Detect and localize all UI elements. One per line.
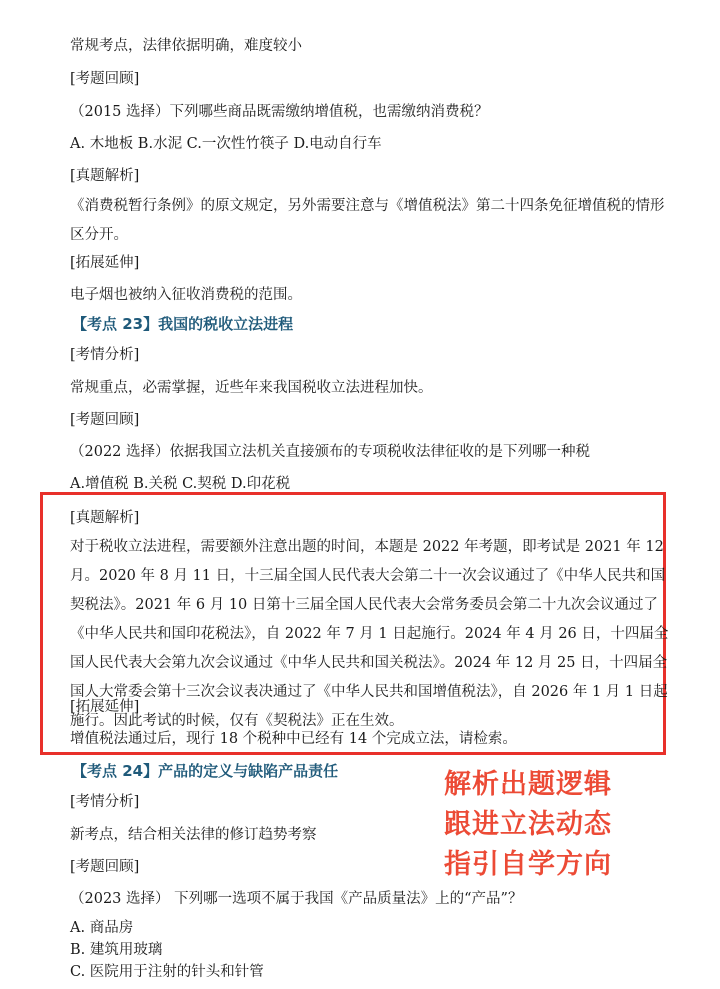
section-label: [考情分析] [70,794,140,810]
section-label: [真题解析] [70,510,140,526]
text-line: 增值税法通过后，现行 18 个税种中已经有 14 个完成立法，请检索。 [70,731,517,747]
section-label: [真题解析] [70,168,140,184]
question-text: （2022 选择）依据我国立法机关直接颁布的专项税收法律征收的是下列哪一种税 [70,444,591,460]
section-label: [考题回顾] [70,859,140,875]
topic-heading-23: 【考点 23】我国的税收立法进程 [72,315,294,333]
topic-heading-24: 【考点 24】产品的定义与缺陷产品责任 [72,762,339,780]
section-label: [考情分析] [70,347,140,363]
question-text: （2023 选择） 下列哪一选项不属于我国《产品质量法》上的“产品”？ [70,891,523,907]
answer-option: C. 医院用于注射的针头和针管 [70,964,264,980]
answer-options: A.增值税 B.关税 C.契税 D.印花税 [70,476,291,492]
section-label: [拓展延伸] [70,699,140,715]
analysis-paragraph: 《消费税暂行条例》的原文规定，另外需要注意与《增值税法》第二十四条免征增值税的情形区分开。 [70,198,665,243]
text-line: 新考点，结合相关法律的修订趋势考察 [70,827,317,843]
callout-line: 解析出题逻辑 [444,769,612,800]
text-line: 电子烟也被纳入征收消费税的范围。 [70,287,302,303]
answer-option: A. 商品房 [70,920,134,936]
text-line: 常规重点，必需掌握，近些年来我国税收立法进程加快。 [70,380,433,396]
text-line: 常规考点，法律依据明确，难度较小 [70,38,302,54]
section-label: [拓展延伸] [70,255,140,271]
answer-option: B. 建筑用玻璃 [70,942,163,958]
section-label: [考题回顾] [70,412,140,428]
callout-line: 跟进立法动态 [444,809,612,840]
callout-line: 指引自学方向 [444,849,612,880]
answer-options: A. 木地板 B.水泥 C.一次性竹筷子 D.电动自行车 [70,136,382,152]
section-label: [考题回顾] [70,71,140,87]
analysis-paragraph: 对于税收立法进程，需要额外注意出题的时间，本题是 2022 年考题，即考试是 2021 年 12 月。2020 年 8 月 11 日，十三届全国人民代表大会第二十一次会议通过了《中华人民共和国契税法》。2021 年 6 月 10 日第十三届全国人民代表大会常务委员会第二十九次会议通过了《中华人民共和国印花税法》，自 2022 年 7 月 1 日起施行。2024 年 4 月 26 日，十四届全国人民代表大会第九次会议通过《中华人民共和国关税法》。2024 年 12 月 25 日，十四届全国人大常委会第十三次会议表决通过了《中华人民共和国增值税法》，自 2026 年 1 月 1 日起施行。因此考试的时候，仅有《契税法》正在生效。 [70,539,669,729]
question-text: （2015 选择）下列哪些商品既需缴纳增值税，也需缴纳消费税？ [70,104,489,120]
